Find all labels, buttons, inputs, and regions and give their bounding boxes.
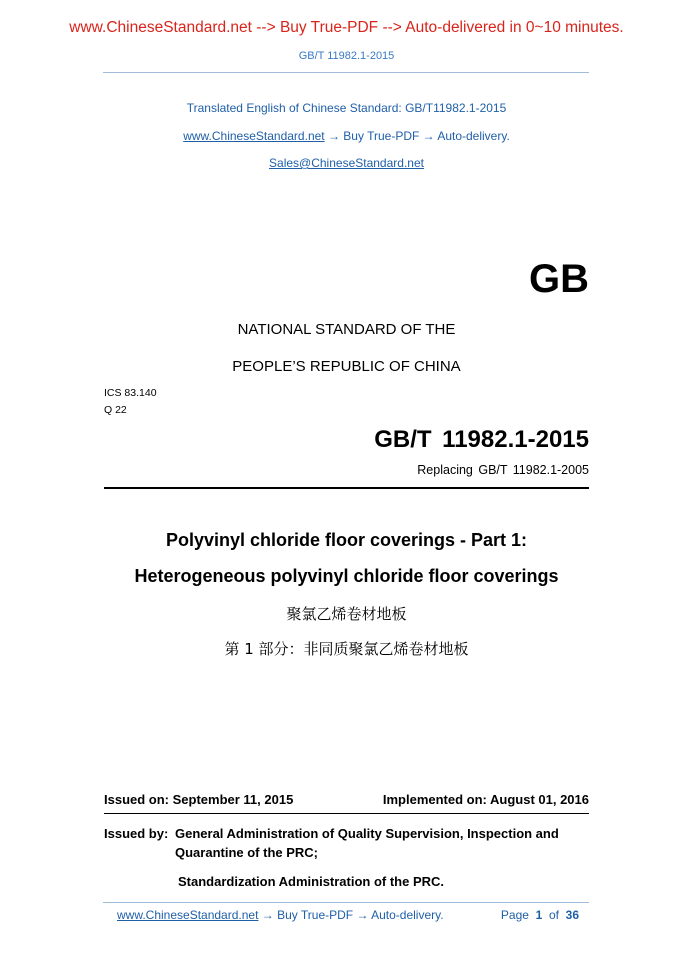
ccs-code: Q 22: [104, 404, 127, 416]
running-header: GB/T 11982.1-2015: [298, 50, 395, 62]
website-link[interactable]: www.ChineseStandard.net: [183, 129, 325, 143]
implemented-on: Implemented on: August 01, 2016: [382, 792, 589, 807]
issued-by-line-2: Quarantine of the PRC;: [175, 845, 319, 860]
header-divider: [103, 72, 589, 73]
title-en-line-2: Heterogeneous polyvinyl chloride floor coverings: [134, 566, 559, 586]
dates-divider: [104, 813, 589, 814]
page-total: 36: [565, 908, 579, 922]
title-en-line-1: Polyvinyl chloride floor coverings - Part 1:: [165, 530, 528, 550]
gb-logo: GB: [529, 257, 589, 301]
footer-website-link[interactable]: www.ChineseStandard.net: [117, 908, 259, 922]
top-banner[interactable]: www.ChineseStandard.net --> Buy True-PDF --> Auto-delivered in 0~10 minutes.: [69, 19, 624, 36]
page-current: 1: [535, 908, 543, 922]
footer-promo-text: → Buy True-PDF → Auto-delivery.: [258, 908, 444, 922]
issued-by-line-1: General Administration of Quality Supervision, Inspection and: [175, 826, 559, 841]
ics-code: ICS 83.140: [104, 387, 157, 399]
promo-link-text: → Buy True-PDF → Auto-delivery.: [324, 129, 510, 143]
issued-by-line-3: Standardization Administration of the PRC.: [178, 874, 445, 889]
footer-promo: [117, 908, 444, 922]
title-cn-line-2: 第 1 部分：非同质聚氯乙烯卷材地板: [224, 640, 469, 658]
footer-divider: [103, 902, 589, 903]
standard-number: GB/T 11982.1-2015: [374, 426, 589, 453]
page-label: Page: [500, 908, 529, 922]
issued-by-label: Issued by:: [104, 826, 169, 841]
national-line-1: NATIONAL STANDARD OF THE: [237, 321, 456, 338]
page-of: of: [548, 908, 559, 922]
replacing-note: Replacing GB/T 11982.1-2005: [417, 463, 589, 477]
email-link[interactable]: Sales@ChineseStandard.net: [269, 156, 424, 170]
promo-line: Translated English of Chinese Standard: GB/T11982.1-2015: [186, 101, 507, 115]
page-number: [501, 908, 579, 922]
title-divider: [104, 487, 589, 489]
title-cn-line-1: 聚氯乙烯卷材地板: [286, 605, 407, 623]
national-line-2: PEOPLE’S REPUBLIC OF CHINA: [232, 358, 461, 375]
promo-link-line: [0, 129, 693, 143]
issued-by-block: [104, 824, 589, 894]
email-line: [0, 156, 693, 170]
issued-on: Issued on: September 11, 2015: [104, 792, 294, 807]
